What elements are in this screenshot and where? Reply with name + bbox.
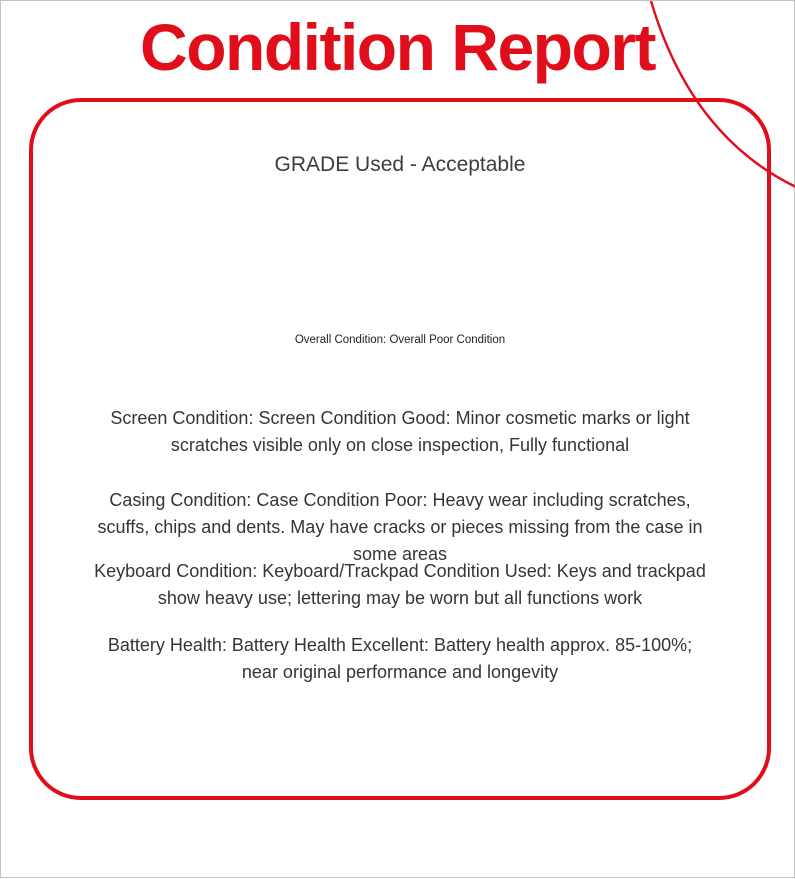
text-line: Battery Health: Battery Health Excellent: Battery health approx. 85-100%; xyxy=(107,635,693,655)
text-line: Casing Condition: Case Condition Poor: Heavy wear including scratches, xyxy=(109,490,691,510)
casing-condition-paragraph xyxy=(33,487,767,568)
text-line: some areas xyxy=(352,544,448,564)
page-title: Condition Report xyxy=(140,10,655,84)
keyboard-condition-paragraph xyxy=(33,558,767,612)
battery-health-paragraph xyxy=(33,632,767,686)
grade-heading: GRADE Used - Acceptable xyxy=(274,153,526,176)
screen-condition-paragraph xyxy=(33,405,767,459)
text-line: scuffs, chips and dents. May have cracks or pieces missing from the case in xyxy=(97,517,703,537)
text-line: near original performance and longevity xyxy=(241,662,559,682)
overall-condition-text: Overall Condition: Overall Poor Condition xyxy=(294,334,506,346)
report-box xyxy=(29,98,771,800)
text-line: scratches visible only on close inspection, Fully functional xyxy=(170,435,630,455)
text-line: show heavy use; lettering may be worn but all functions work xyxy=(157,588,643,608)
text-line: Keyboard Condition: Keyboard/Trackpad Condition Used: Keys and trackpad xyxy=(94,561,706,581)
text-line: Screen Condition: Screen Condition Good: Minor cosmetic marks or light xyxy=(110,408,690,428)
